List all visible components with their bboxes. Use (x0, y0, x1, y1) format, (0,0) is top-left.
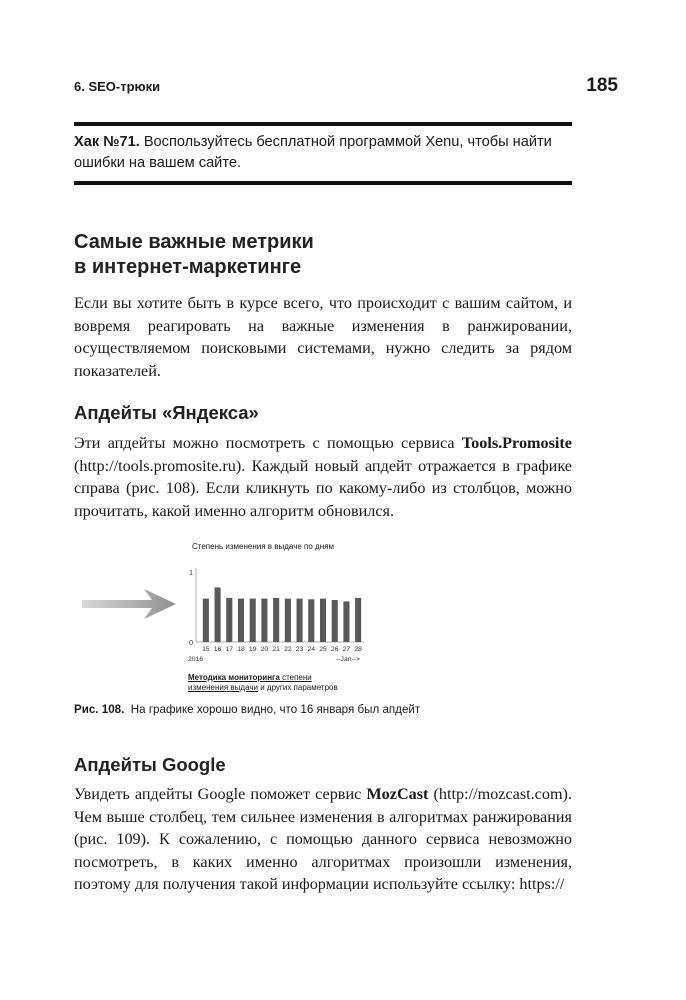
x-note-month: --Jan--> (336, 656, 360, 663)
x-tick-label: 17 (225, 646, 234, 653)
arrow-shape (82, 589, 176, 619)
x-tick-label: 28 (354, 646, 362, 653)
x-tick-label: 18 (237, 646, 245, 653)
hack-bottom-rule (74, 181, 572, 185)
yandex-text-1: Эти апдейты можно посмотреть с помощью сервиса (74, 434, 462, 452)
chart-bar[interactable] (238, 599, 244, 642)
x-tick-label: 20 (260, 646, 269, 653)
chart-bar[interactable] (332, 600, 338, 642)
chart-axes (196, 568, 364, 642)
hack-body: Воспользуйтесь бесплатной программой Xenu, чтобы найти ошибки на вашем сайте. (74, 134, 552, 171)
section-title-line-2: в интернет-маркетинге (74, 256, 302, 278)
chart-bar[interactable] (261, 599, 267, 642)
chart-title: Степень изменения в выдаче по дням (192, 542, 334, 551)
section-title-line-1: Самые важные метрики (74, 231, 314, 253)
x-tick-label: 24 (307, 646, 316, 653)
methodology-link-bold[interactable]: Методика мониторинга (188, 673, 280, 682)
y-tick-label: 1 (189, 570, 193, 577)
yandex-text-2: (http://tools.promosite.ru). Каждый новый апдейт отражается в графике справа (рис. 108). Если кликнуть по какому-либо из столбцов, можно прочитать, какой именно алгоритм обновился. (74, 456, 572, 520)
x-tick-label: 19 (248, 646, 257, 653)
chart-bar[interactable] (343, 601, 349, 642)
x-tick-label: 27 (342, 646, 351, 653)
yandex-paragraph (74, 432, 572, 522)
hack-box (74, 122, 572, 185)
chart-bar[interactable] (203, 599, 209, 642)
chart-svg (74, 538, 404, 673)
running-head (74, 77, 622, 97)
chart-bar[interactable] (226, 598, 232, 642)
chart-bar[interactable] (308, 599, 314, 642)
x-tick-label: 23 (295, 646, 304, 653)
x-note-year: 2016 (188, 656, 204, 663)
x-tick-label: 25 (319, 646, 327, 653)
chart-bar[interactable] (273, 598, 279, 642)
section-title-yandex: Апдейты «Яндекса» (74, 402, 259, 423)
methodology-tail: и других параметров (257, 683, 338, 692)
x-tick-label: 22 (284, 646, 292, 653)
google-text-2: (http://mozcast.com). Чем выше столбец, тем сильнее изменения в алгоритмах ранжирования (рис. 109). К сожалению, с помощью данного сервиса невозможно посмотреть, в каких именно алгоритмах произошли изменения, поэтому для получения такой информации используйте ссылку: https:// (74, 785, 572, 893)
page-number: 185 (586, 75, 618, 96)
section-title-metrics (74, 230, 314, 280)
metrics-paragraph: Если вы хотите быть в курсе всего, что происходит с вашим сайтом, и вовремя реагировать на важные изменения в ранжировании, осуществляемом поисковыми системами, нужно следить за рядом показателей. (74, 294, 572, 380)
google-text-1: Увидеть апдейты Google поможет сервис (74, 785, 367, 803)
chart-bar[interactable] (320, 599, 326, 642)
chart-bar[interactable] (355, 598, 361, 642)
figure-108 (74, 538, 404, 698)
methodology-link-rest[interactable]: степени (279, 673, 312, 682)
y-tick-label: 0 (189, 640, 193, 647)
tools-promosite-name: Tools.Promosite (461, 434, 572, 452)
mozcast-name: MozCast (366, 785, 429, 803)
figure-caption-label: Рис. 108. (74, 703, 125, 716)
arrow-icon (82, 589, 176, 619)
x-tick-label: 21 (272, 646, 280, 653)
figure-links (188, 673, 398, 693)
chart-bar[interactable] (285, 599, 291, 642)
x-tick-label: 15 (202, 646, 210, 653)
chart-bar[interactable] (297, 599, 303, 642)
x-tick-label: 26 (330, 646, 339, 653)
hack-text (74, 126, 572, 181)
chart-bar[interactable] (250, 599, 256, 642)
google-paragraph (74, 783, 572, 896)
x-tick-label: 16 (213, 646, 222, 653)
figure-caption (74, 703, 420, 716)
chart-bar[interactable] (215, 587, 221, 642)
methodology-link-line2[interactable]: изменения выдачи (188, 683, 258, 692)
section-title-google: Апдейты Google (74, 754, 226, 775)
figure-caption-text: На графике хорошо видно, что 16 января был апдейт (130, 703, 421, 716)
chart-bars (203, 587, 361, 642)
hack-label: Хак №71. (74, 134, 140, 150)
chapter-title: 6. SEO-трюки (74, 79, 161, 94)
